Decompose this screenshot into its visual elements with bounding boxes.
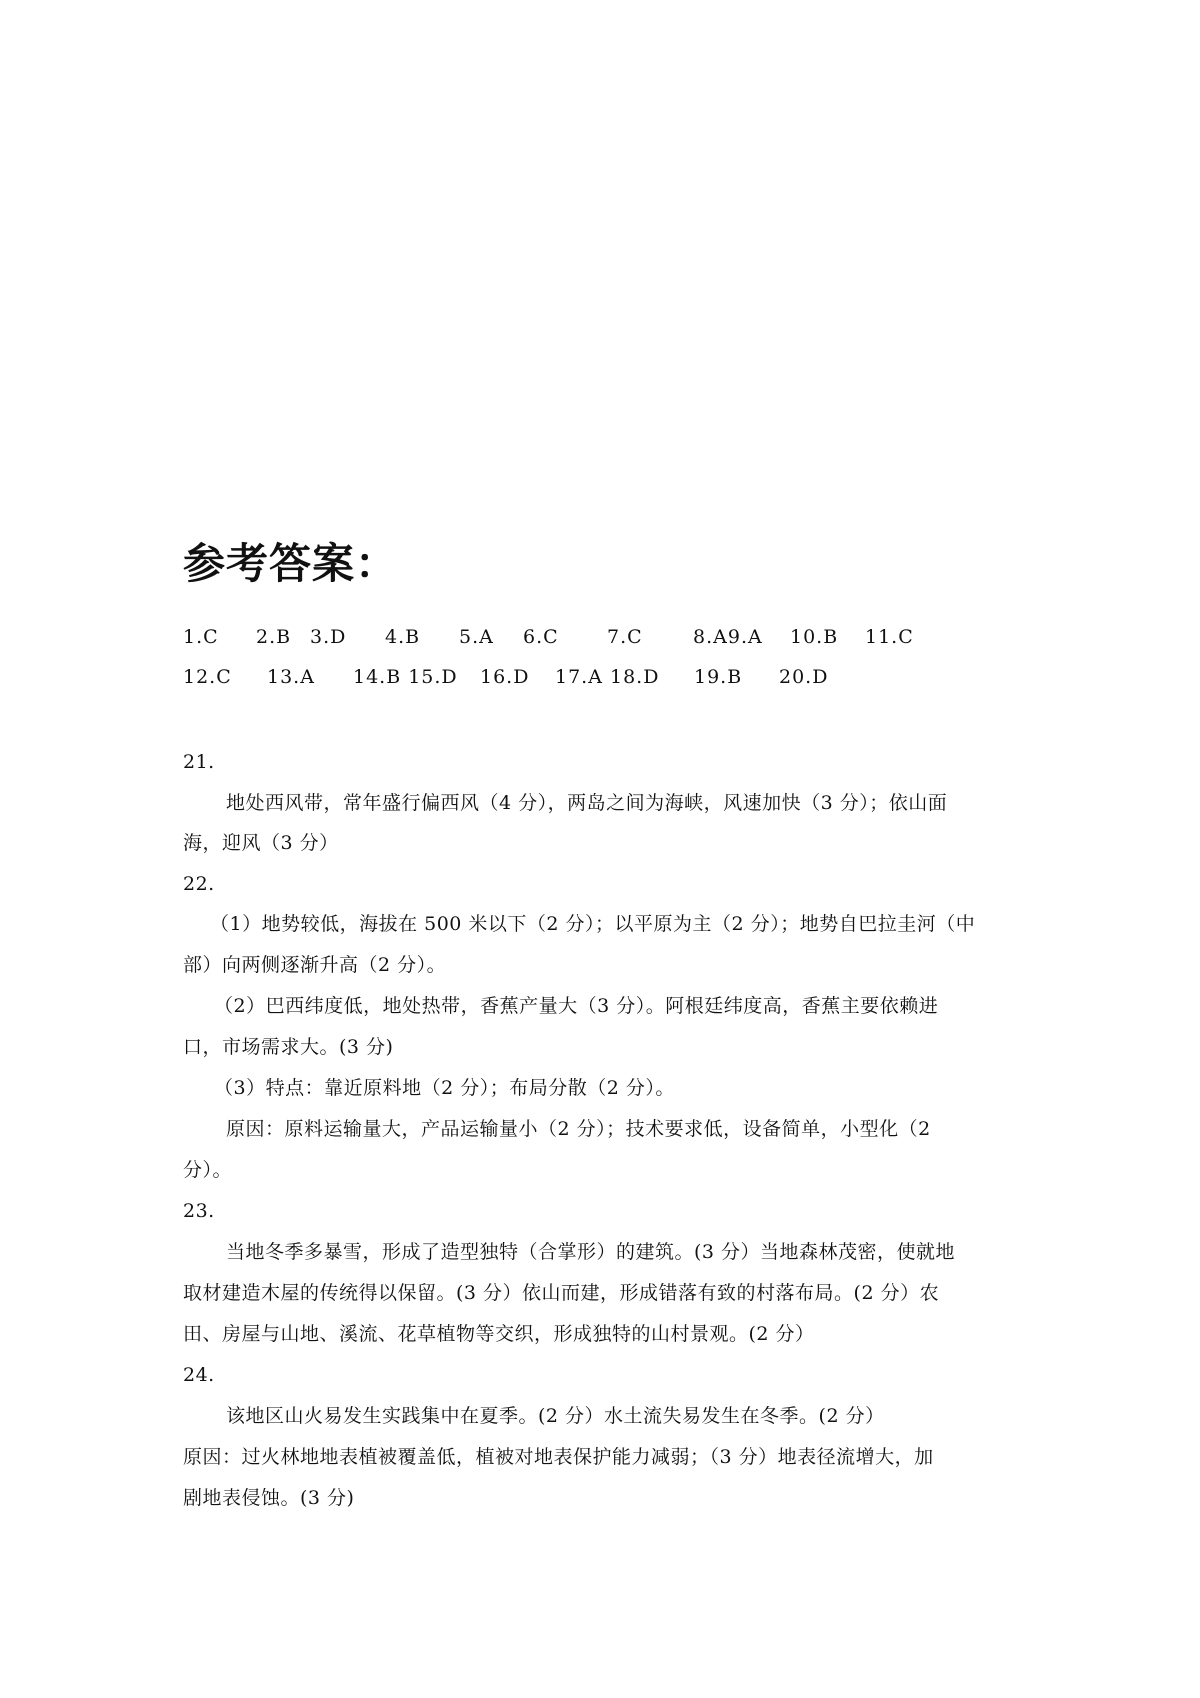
q22-part-2-line: 口，市场需求大。(3 分)	[183, 1036, 394, 1058]
mc-answer: 11.C	[865, 626, 914, 648]
mc-answer: 7.C	[607, 626, 643, 648]
mc-answer: 2.B	[256, 626, 292, 648]
mc-answers-row-2	[183, 665, 983, 689]
q22-part-4-line: 分）。	[183, 1159, 233, 1181]
question-number-21: 21.	[183, 751, 215, 773]
mc-answer: 5.A	[459, 626, 494, 648]
mc-answer: 6.C	[523, 626, 559, 648]
q22-part-4-line: 原因：原料运输量大，产品运输量小（2 分）；技术要求低，设备简单，小型化（2	[226, 1118, 931, 1140]
mc-answer: 20.D	[779, 666, 829, 688]
mc-answer: 13.A	[267, 666, 315, 688]
q23-answer-line: 田、房屋与山地、溪流、花草植物等交织，形成独特的山村景观。(2 分）	[183, 1323, 815, 1345]
q22-part-2-line: （2）巴西纬度低，地处热带，香蕉产量大（3 分）。阿根廷纬度高，香蕉主要依赖进	[214, 995, 939, 1017]
q23-answer-line: 当地冬季多暴雪，形成了造型独特（合掌形）的建筑。(3 分）当地森林茂密，使就地	[226, 1241, 956, 1263]
mc-answers-row-1	[183, 625, 983, 649]
question-number-23: 23.	[183, 1200, 215, 1222]
q21-answer-line: 海，迎风（3 分）	[183, 832, 339, 854]
page-title: 参考答案：	[183, 539, 399, 588]
mc-answer: 8.A9.A	[693, 626, 763, 648]
mc-answer: 14.B 15.D	[353, 666, 458, 688]
question-number-24: 24.	[183, 1364, 215, 1386]
q24-answer-line: 原因：过火林地地表植被覆盖低，植被对地表保护能力减弱；（3 分）地表径流增大，加	[183, 1446, 934, 1468]
mc-answer: 4.B	[385, 626, 421, 648]
mc-answer: 17.A 18.D	[555, 666, 660, 688]
q21-answer-line: 地处西风带，常年盛行偏西风（4 分），两岛之间为海峡，风速加快（3 分）；依山面	[226, 792, 948, 814]
mc-answer: 1.C	[183, 626, 219, 648]
q22-part-1-line: （1）地势较低，海拔在 500 米以下（2 分）；以平原为主（2 分）；地势自巴拉圭河（中	[210, 913, 976, 935]
mc-answer: 12.C	[183, 666, 232, 688]
q23-answer-line: 取材建造木屋的传统得以保留。(3 分）依山而建，形成错落有致的村落布局。(2 分）农	[183, 1282, 940, 1304]
mc-answer: 19.B	[694, 666, 743, 688]
mc-answer: 3.D	[310, 626, 347, 648]
q22-part-3-line: （3）特点：靠近原料地（2 分）；布局分散（2 分）。	[214, 1077, 675, 1099]
mc-answer: 10.B	[790, 626, 839, 648]
mc-answer: 16.D	[480, 666, 530, 688]
q24-answer-line: 剧地表侵蚀。(3 分)	[183, 1487, 355, 1509]
q24-answer-line: 该地区山火易发生实践集中在夏季。(2 分）水土流失易发生在冬季。(2 分）	[226, 1405, 885, 1427]
q22-part-1-line: 部）向两侧逐渐升高（2 分）。	[183, 954, 447, 976]
question-number-22: 22.	[183, 873, 215, 895]
